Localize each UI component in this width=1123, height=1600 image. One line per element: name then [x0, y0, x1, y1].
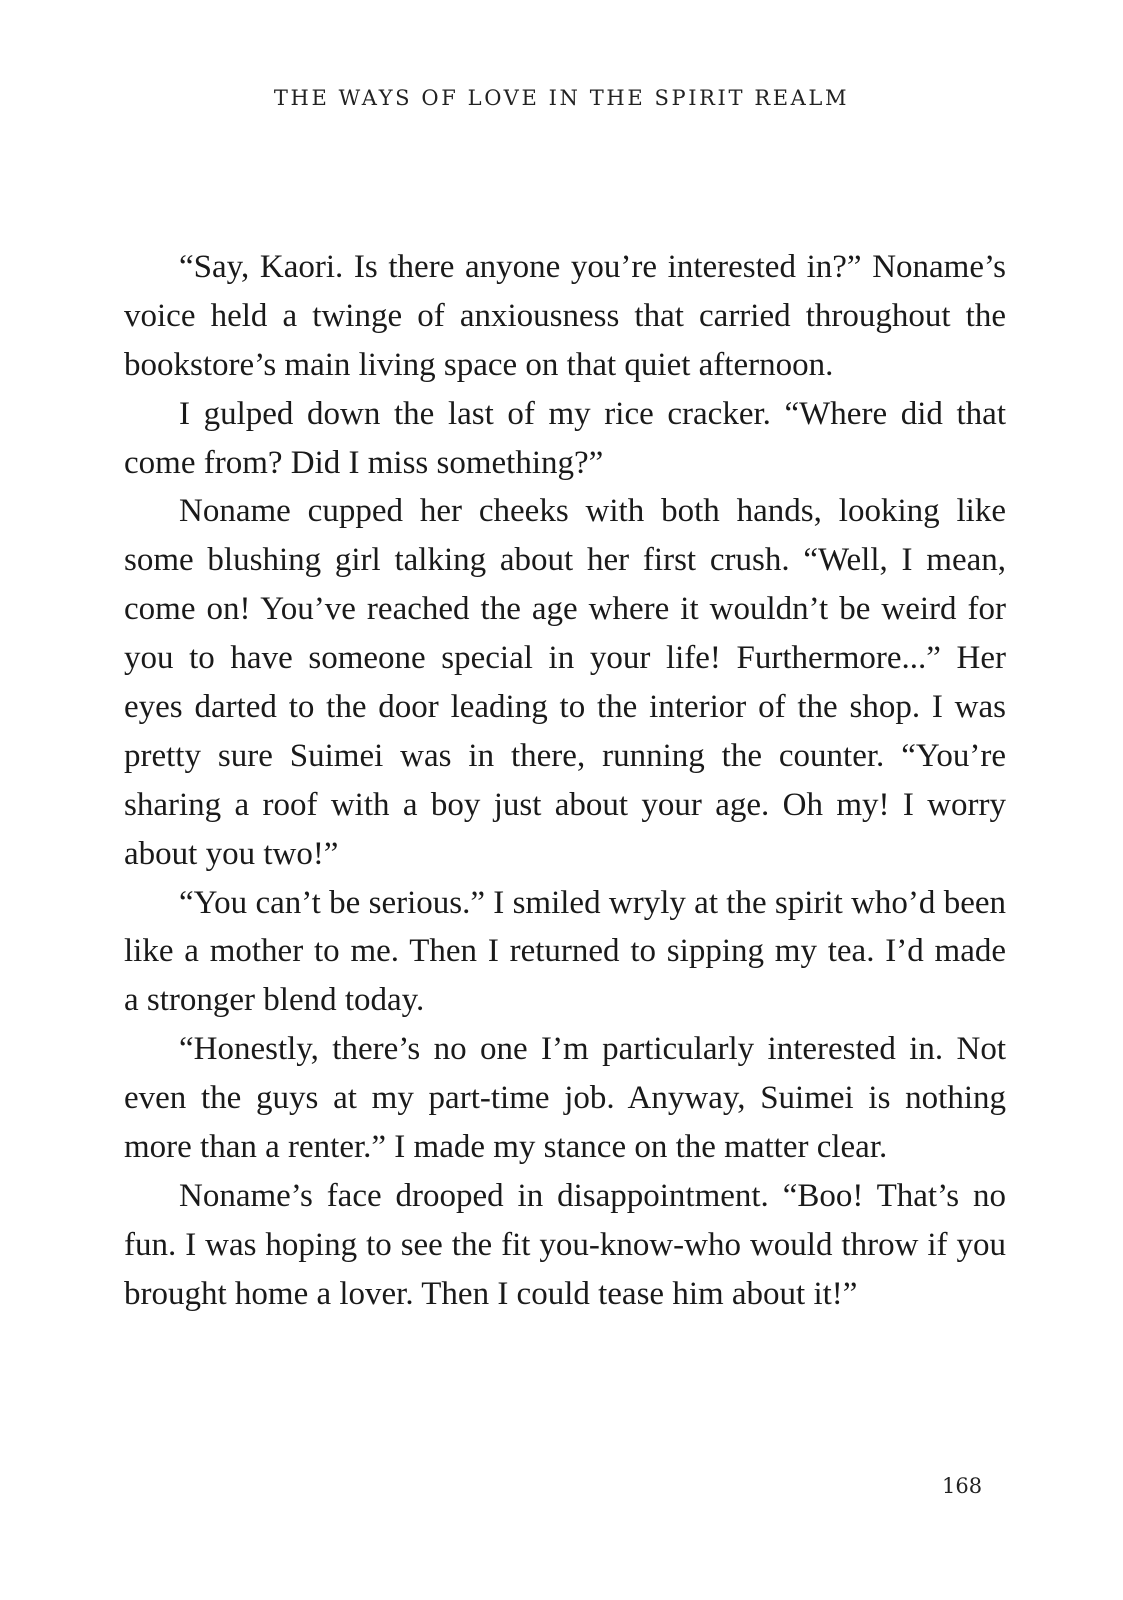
text-line: you to have someone special in your life! Furthermore...” Her: [124, 640, 1006, 677]
text-line: “Honestly, there’s no one I’m particularly interested in. Not: [179, 1031, 1006, 1068]
body-text: [124, 243, 1006, 1319]
running-head: THE WAYS OF LOVE IN THE SPIRIT REALM: [273, 86, 850, 110]
text-line: fun. I was hoping to see the fit you-know-who would throw if you: [124, 1226, 1006, 1263]
text-line: come on! You’ve reached the age where it wouldn’t be weird for: [124, 591, 1006, 628]
text-line: “Say, Kaori. Is there anyone you’re interested in?” Noname’s: [179, 249, 1006, 285]
text-line: even the guys at my part-time job. Anyway, Suimei is nothing: [124, 1080, 1006, 1117]
text-line: I gulped down the last of my rice cracker. “Where did that: [179, 395, 1006, 432]
text-line: a stronger blend today.: [124, 982, 425, 1019]
text-line: bookstore’s main living space on that quiet afternoon.: [124, 346, 834, 383]
text-line: Noname cupped her cheeks with both hands, looking like: [179, 493, 1006, 530]
text-line: sharing a roof with a boy just about your age. Oh my! I worry: [124, 786, 1006, 823]
text-line: Noname’s face drooped in disappointment. “Boo! That’s no: [179, 1177, 1006, 1214]
page-number: 168: [942, 1474, 983, 1498]
text-line: more than a renter.” I made my stance on the matter clear.: [124, 1129, 888, 1166]
text-line: some blushing girl talking about her first crush. “Well, I mean,: [124, 542, 1006, 579]
text-line: eyes darted to the door leading to the interior of the shop. I was: [124, 689, 1006, 726]
text-line: like a mother to me. Then I returned to sipping my tea. I’d made: [124, 933, 1006, 970]
text-line: about you two!”: [124, 835, 339, 872]
text-line: brought home a lover. Then I could tease him about it!”: [124, 1275, 858, 1312]
text-line: come from? Did I miss something?”: [124, 444, 604, 481]
text-line: voice held a twinge of anxiousness that carried throughout the: [124, 297, 1006, 334]
text-line: “You can’t be serious.” I smiled wryly at the spirit who’d been: [179, 884, 1006, 921]
text-line: pretty sure Suimei was in there, running the counter. “You’re: [124, 737, 1006, 774]
